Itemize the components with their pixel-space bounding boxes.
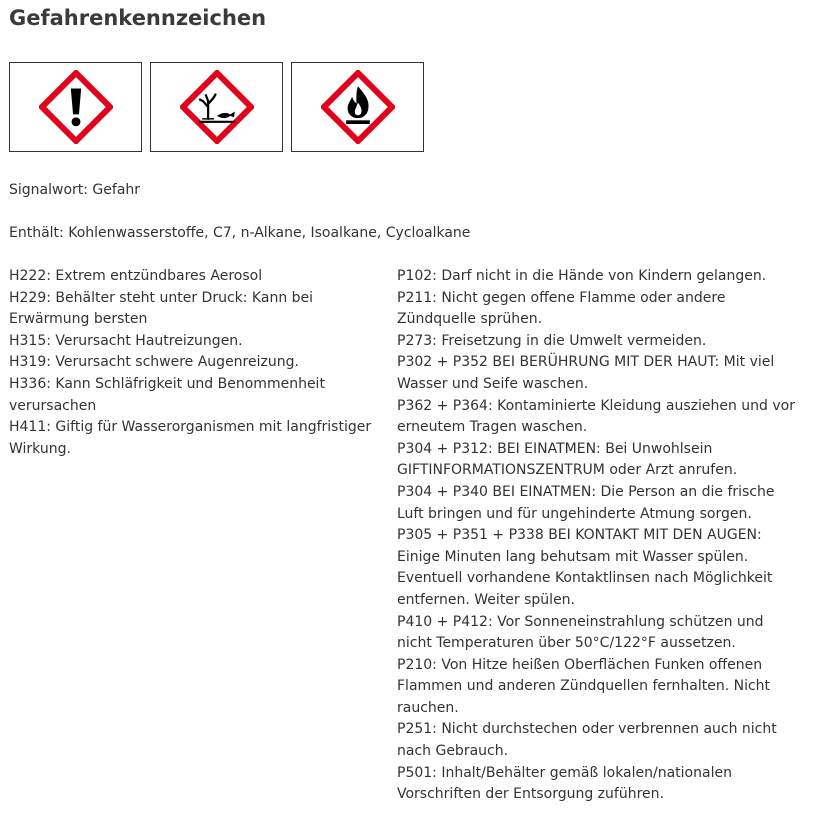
h-statement: H411: Giftig für Wasserorganismen mit langfristiger Wirkung. [9, 419, 372, 457]
p-statements-list [397, 266, 797, 806]
p-statement: P211: Nicht gegen offene Flamme oder andere Zündquelle sprühen. [397, 289, 726, 328]
signal-word: Signalwort: Gefahr [9, 182, 141, 198]
pictogram-box-environment [150, 62, 283, 152]
p-statement: P251: Nicht durchstechen oder verbrennen auch nicht nach Gebrauch. [397, 721, 777, 760]
p-statement: P304 + P312: BEI EINATMEN: Bei Unwohlsein GIFTINFORMATIONSZENTRUM oder Arzt anrufen. [397, 440, 738, 479]
p-statement: P304 + P340 BEI EINATMEN: Die Person an die frische Luft bringen und für ungehinderte Atmung sorgen. [397, 483, 775, 522]
environment-hazard-icon [180, 70, 254, 144]
pictogram-box-exclamation [9, 62, 142, 152]
h-statement: H319: Verursacht schwere Augenreizung. [9, 354, 299, 371]
h-statement: H222: Extrem entzündbares Aerosol [9, 268, 263, 284]
hazard-pictograms [9, 62, 424, 152]
h-statement: H229: Behälter steht unter Druck: Kann bei Erwärmung bersten [9, 289, 314, 328]
p-statement: P305 + P351 + P338 BEI KONTAKT MIT DEN AUGEN: Einige Minuten lang behutsam mit Wasser spülen. Eventuell vorhandene Kontaktlinsen nach Möglichkeit entfernen. Weiter spülen. [397, 527, 773, 608]
p-statement: P210: Von Hitze heißen Oberflächen Funken offenen Flammen und anderen Zündquellen fernhalten. Nicht rauchen. [397, 656, 771, 716]
p-statement: P501: Inhalt/Behälter gemäß lokalen/nationalen Vorschriften der Entsorgung zuführen. [397, 764, 732, 803]
page-title: Gefahrenkennzeichen [9, 6, 267, 30]
p-statement: P273: Freisetzung in die Umwelt vermeiden. [397, 332, 707, 349]
h-statement: H336: Kann Schläfrigkeit und Benommenheit verursachen [9, 375, 325, 414]
contains-text: Enthält: Kohlenwasserstoffe, C7, n-Alkane, Isoalkane, Cycloalkane [9, 225, 471, 241]
h-statement: H315: Verursacht Hautreizungen. [9, 332, 243, 349]
exclamation-mark-icon [39, 70, 113, 144]
pictogram-box-flame [291, 62, 424, 152]
p-statement: P410 + P412: Vor Sonneneinstrahlung schützen und nicht Temperaturen über 50°C/122°F aussetzen. [397, 613, 764, 652]
flame-icon [321, 70, 395, 144]
p-statement: P302 + P352 BEI BERÜHRUNG MIT DER HAUT: Mit viel Wasser und Seife waschen. [397, 354, 775, 392]
h-statements-list [9, 266, 374, 460]
p-statement: P102: Darf nicht in die Hände von Kindern gelangen. [397, 268, 767, 284]
p-statement: P362 + P364: Kontaminierte Kleidung ausziehen und vor erneutem Tragen waschen. [397, 397, 795, 436]
